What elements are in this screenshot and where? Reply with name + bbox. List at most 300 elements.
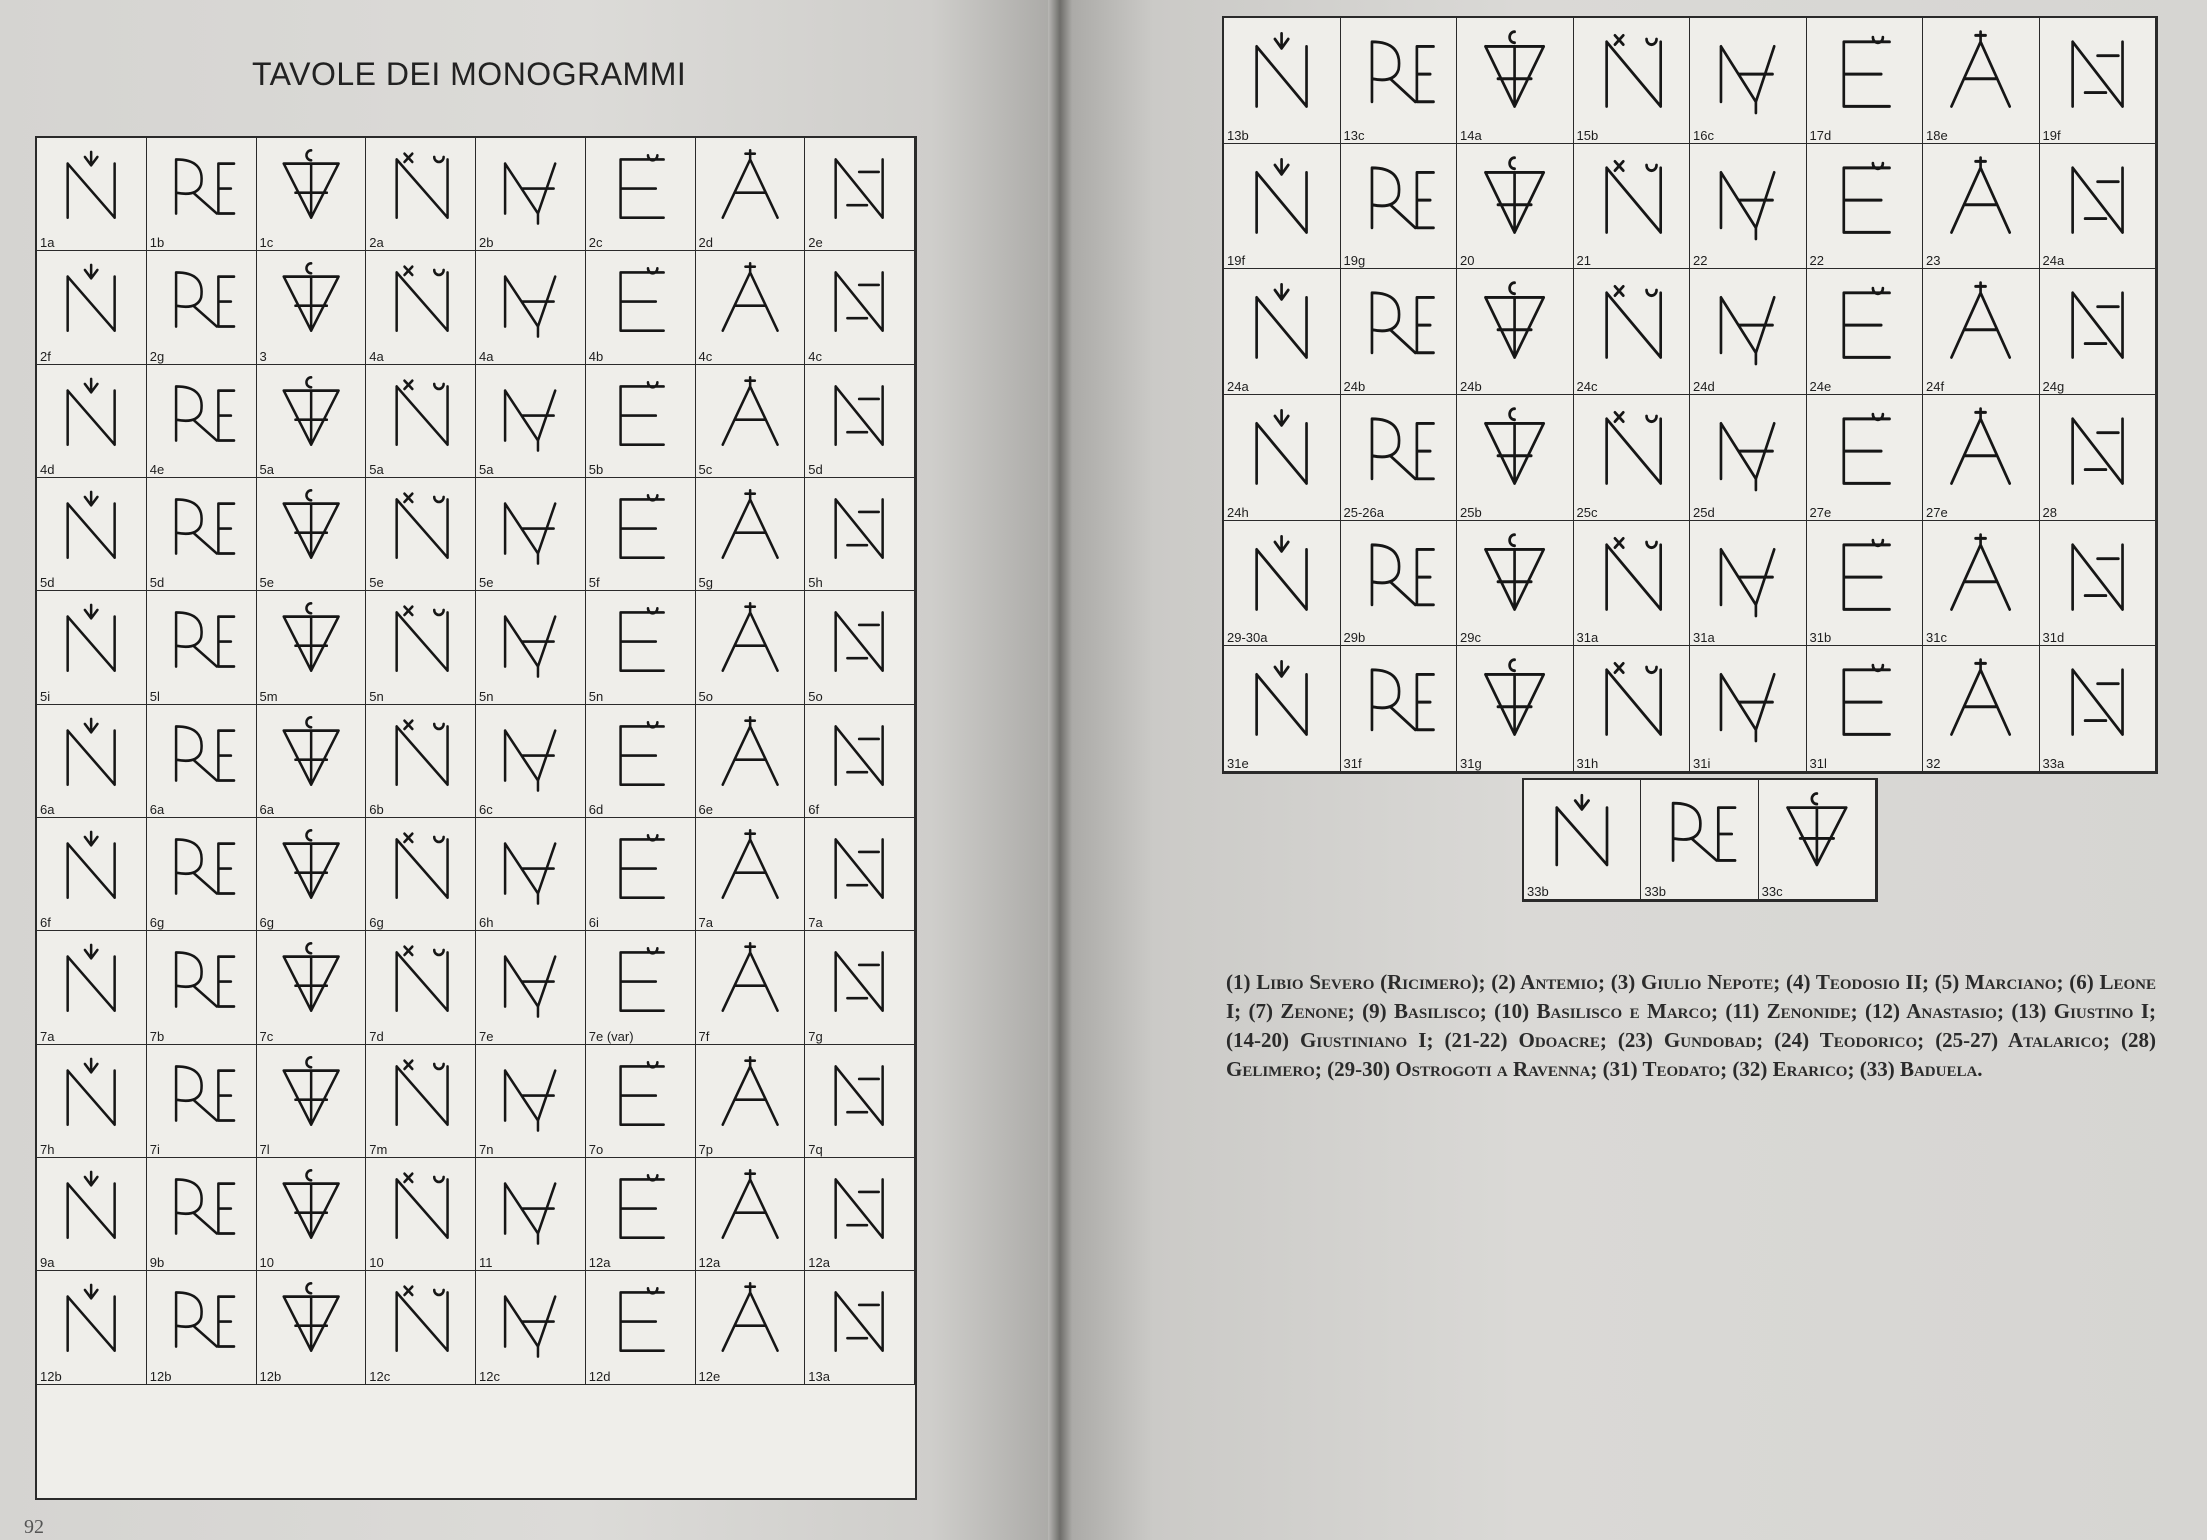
monogram-label: 1c (259, 235, 274, 251)
monogram-cell (257, 931, 367, 1044)
monogram-cell (805, 1045, 915, 1158)
monogram-cell (147, 478, 257, 591)
monogram-cell (586, 1158, 696, 1271)
monogram-cell (37, 1158, 147, 1271)
monogram-label: 7m (369, 1142, 388, 1157)
monogram-cell (1807, 395, 1924, 521)
monogram-glyph (1357, 154, 1440, 246)
monogram-cell (696, 478, 806, 591)
monogram-cell (1341, 395, 1458, 521)
monogram-glyph (1823, 279, 1906, 371)
monogram-cell (147, 931, 257, 1044)
monogram-cell (1574, 269, 1691, 395)
monogram-glyph (1706, 656, 1789, 748)
monogram-cell (696, 1045, 806, 1158)
monogram-label: 2d (698, 235, 713, 251)
monogram-glyph (1357, 28, 1440, 120)
monogram-cell (366, 705, 476, 818)
monogram-cell (586, 365, 696, 478)
monogram-label: 2b (479, 235, 494, 251)
monogram-label: 5n (369, 688, 384, 704)
monogram-label: 5e (259, 575, 274, 591)
monogram-label: 31l (1809, 755, 1827, 771)
monogram-glyph (381, 1167, 459, 1250)
monogram-cell (366, 818, 476, 931)
monogram-cell (37, 1045, 147, 1158)
monogram-glyph (1473, 656, 1556, 748)
monogram-glyph (162, 147, 240, 230)
monogram-label: 25d (1693, 504, 1715, 520)
monogram-label: 6c (479, 802, 493, 817)
monogram-label: 6b (369, 802, 384, 817)
monogram-cell (586, 591, 696, 704)
monogram-label: 6a (259, 802, 274, 817)
monogram-cell (586, 251, 696, 364)
monogram-cell (696, 1158, 806, 1271)
monogram-cell (1923, 395, 2040, 521)
monogram-cell (1690, 395, 1807, 521)
monogram-label: 5i (40, 688, 51, 704)
monogram-glyph (162, 374, 240, 457)
monogram-label: 2g (149, 348, 165, 364)
monogram-label: 5d (808, 462, 823, 477)
monogram-glyph (491, 827, 569, 910)
monogram-glyph (272, 714, 350, 797)
monogram-glyph (1939, 154, 2022, 246)
monogram-cell (37, 138, 147, 251)
monogram-glyph (601, 487, 679, 570)
monogram-glyph (601, 1280, 679, 1363)
monogram-cell (1524, 780, 1641, 900)
monogram-cell (1807, 646, 1924, 772)
monogram-cell (805, 818, 915, 931)
monogram-label: 6f (40, 915, 51, 931)
monogram-glyph (162, 1054, 240, 1137)
monogram-glyph (1240, 154, 1323, 246)
monogram-glyph (711, 1054, 789, 1137)
monogram-label: 24d (1693, 378, 1715, 394)
monogram-glyph (601, 260, 679, 343)
monogram-cell (696, 705, 806, 818)
monogram-label: 9a (40, 1255, 55, 1271)
monogram-glyph (272, 374, 350, 457)
monogram-glyph (2056, 279, 2139, 371)
monogram-cell (1457, 269, 1574, 395)
monogram-label: 31h (1576, 755, 1599, 771)
monogram-glyph (2056, 405, 2139, 497)
monogram-glyph (820, 940, 898, 1023)
monogram-cell (1574, 18, 1691, 144)
monogram-glyph (162, 827, 240, 910)
monogram-cell (1224, 646, 1341, 772)
monogram-glyph (1240, 28, 1323, 120)
monogram-label: 13c (1343, 127, 1365, 143)
monogram-label: 5d (149, 575, 165, 591)
monogram-label: 22 (1809, 253, 1824, 269)
monogram-glyph (1706, 154, 1789, 246)
monogram-label: 6g (149, 915, 165, 931)
monogram-glyph (272, 260, 350, 343)
monogram-cell (147, 818, 257, 931)
monogram-label: 4a (369, 348, 384, 364)
monogram-glyph (52, 940, 130, 1023)
monogram-label: 24a (2042, 253, 2065, 269)
monogram-cell (696, 818, 806, 931)
monogram-glyph (162, 600, 240, 683)
monogram-label: 25-26a (1343, 504, 1384, 520)
monogram-cell (366, 138, 476, 251)
monogram-label: 11 (479, 1255, 493, 1271)
monogram-glyph (1473, 405, 1556, 497)
monogram-cell (257, 705, 367, 818)
monogram-cell (1574, 144, 1691, 270)
page-title: TAVOLE DEI MONOGRAMMI (252, 56, 687, 92)
monogram-label: 5h (808, 575, 823, 591)
monogram-label: 7g (808, 1028, 823, 1044)
monogram-glyph (52, 1280, 130, 1363)
monogram-label: 24b (1343, 378, 1366, 394)
monogram-cell (147, 365, 257, 478)
monogram-cell (1224, 144, 1341, 270)
monogram-cell (476, 591, 586, 704)
monogram-label: 12c (369, 1368, 391, 1384)
monogram-cell (476, 365, 586, 478)
monogram-cell (37, 818, 147, 931)
monogram-cell (1224, 269, 1341, 395)
monogram-cell (1759, 780, 1876, 900)
monogram-cell (696, 931, 806, 1044)
monogram-label: 5c (698, 462, 713, 477)
monogram-cell (1224, 395, 1341, 521)
monogram-glyph (820, 1054, 898, 1137)
monogram-cell (366, 1271, 476, 1384)
monogram-label: 7d (369, 1028, 384, 1044)
monogram-label: 28 (2042, 504, 2057, 520)
monogram-cell (2040, 269, 2157, 395)
monogram-label: 5a (259, 462, 274, 477)
monogram-label: 4b (588, 348, 604, 364)
monogram-label: 4d (40, 462, 55, 477)
book-gutter (1048, 0, 1072, 1540)
monogram-glyph (601, 1054, 679, 1137)
monogram-label: 29c (1460, 630, 1481, 646)
monogram-label: 24e (1809, 378, 1832, 394)
monogram-label: 19f (1227, 253, 1246, 269)
monogram-label: 12b (259, 1368, 282, 1384)
monogram-glyph (601, 1167, 679, 1250)
monogram-cell (476, 931, 586, 1044)
monogram-cell (1341, 646, 1458, 772)
monogram-glyph (1590, 279, 1673, 371)
monogram-label: 33c (1761, 884, 1783, 899)
monogram-label: 4e (149, 462, 165, 477)
monogram-cell (1923, 646, 2040, 772)
monogram-glyph (2056, 28, 2139, 120)
monogram-cell (147, 1271, 257, 1384)
monogram-label: 5e (369, 575, 384, 591)
monogram-glyph (272, 827, 350, 910)
monogram-glyph (820, 1280, 898, 1363)
monogram-label: 25b (1460, 504, 1482, 520)
monogram-glyph (1473, 531, 1556, 623)
monogram-glyph (52, 1167, 130, 1250)
monogram-glyph (1939, 28, 2022, 120)
monogram-glyph (272, 600, 350, 683)
monogram-label: 31i (1693, 755, 1711, 771)
monogram-glyph (1590, 531, 1673, 623)
monogram-glyph (711, 827, 789, 910)
monogram-cell (805, 138, 915, 251)
monogram-label: 31f (1343, 755, 1362, 771)
monogram-cell (1807, 269, 1924, 395)
monogram-cell (476, 818, 586, 931)
monogram-cell (805, 1158, 915, 1271)
monogram-label: 5g (698, 575, 713, 591)
monogram-label: 7p (698, 1142, 713, 1157)
monogram-label: 7o (588, 1142, 604, 1157)
monogram-glyph (1706, 405, 1789, 497)
monogram-glyph (1473, 28, 1556, 120)
monogram-cell (2040, 144, 2157, 270)
monogram-cell (476, 1158, 586, 1271)
monogram-cell (1457, 18, 1574, 144)
monogram-glyph (272, 487, 350, 570)
monogram-cell (586, 1045, 696, 1158)
monogram-label: 24h (1227, 504, 1249, 520)
monogram-label: 24b (1460, 378, 1482, 394)
monogram-glyph (820, 714, 898, 797)
monogram-glyph (711, 600, 789, 683)
monogram-glyph (2056, 656, 2139, 748)
monogram-glyph (1357, 531, 1440, 623)
monogram-glyph (272, 1167, 350, 1250)
monogram-label: 7a (808, 915, 823, 931)
monogram-glyph (272, 940, 350, 1023)
monogram-glyph (52, 714, 130, 797)
monogram-glyph (1590, 154, 1673, 246)
monogram-label: 12d (588, 1368, 611, 1384)
monogram-label: 7b (149, 1028, 165, 1044)
monogram-label: 5a (479, 462, 494, 477)
monogram-glyph (1706, 531, 1789, 623)
monogram-cell (1690, 18, 1807, 144)
monogram-label: 24g (2042, 378, 2065, 394)
monogram-cell (147, 1045, 257, 1158)
monogram-cell (366, 251, 476, 364)
monogram-label: 17d (1809, 127, 1832, 143)
monogram-glyph (381, 147, 459, 230)
monogram-cell (476, 705, 586, 818)
monogram-label: 31g (1460, 755, 1482, 771)
monogram-label: 20 (1460, 253, 1475, 269)
monogram-label: 12c (479, 1368, 500, 1384)
monogram-cell (1807, 144, 1924, 270)
monogram-label: 29-30a (1227, 630, 1268, 646)
monogram-label: 5a (369, 462, 384, 477)
monogram-label: 12a (588, 1255, 611, 1271)
monogram-glyph (491, 1054, 569, 1137)
monogram-label: 5n (588, 688, 604, 704)
monogram-cell (805, 365, 915, 478)
monogram-table-extra-row (1522, 778, 1878, 902)
monogram-cell (366, 1158, 476, 1271)
monogram-cell (257, 478, 367, 591)
monogram-glyph (381, 714, 459, 797)
monogram-glyph (162, 1280, 240, 1363)
monogram-label: 10 (259, 1255, 274, 1271)
monogram-glyph (162, 487, 240, 570)
monogram-label: 5o (808, 688, 823, 704)
monogram-label: 29b (1343, 630, 1366, 646)
monogram-glyph (820, 374, 898, 457)
monogram-cell (2040, 646, 2157, 772)
monogram-cell (1923, 269, 2040, 395)
monogram-cell (1807, 521, 1924, 647)
monogram-glyph (491, 940, 569, 1023)
monogram-label: 19g (1343, 253, 1366, 269)
monogram-label: 7l (259, 1142, 270, 1157)
monogram-table-left (35, 136, 917, 1500)
monogram-glyph (381, 600, 459, 683)
monogram-glyph (1658, 790, 1742, 878)
monogram-glyph (1939, 531, 2022, 623)
monogram-label: 7h (40, 1142, 55, 1157)
monogram-label: 7i (149, 1142, 160, 1157)
monogram-label: 2c (588, 235, 603, 251)
monogram-glyph (381, 940, 459, 1023)
monogram-label: 2a (369, 235, 384, 251)
monogram-cell (147, 591, 257, 704)
monogram-label: 5b (588, 462, 604, 477)
monogram-glyph (820, 1167, 898, 1250)
monogram-label: 31a (1693, 630, 1715, 646)
monogram-cell (1641, 780, 1758, 900)
monogram-label: 4c (808, 348, 822, 364)
monogram-label: 6a (149, 802, 165, 817)
monogram-cell (147, 705, 257, 818)
monogram-cell (476, 138, 586, 251)
monogram-label: 14a (1460, 127, 1482, 143)
monogram-label: 12a (698, 1255, 721, 1271)
monogram-glyph (272, 1054, 350, 1137)
monogram-glyph (1240, 531, 1323, 623)
monogram-glyph (1473, 154, 1556, 246)
monogram-cell (1574, 521, 1691, 647)
monogram-label: 6g (259, 915, 274, 931)
monogram-glyph (1357, 405, 1440, 497)
monogram-label: 32 (1926, 755, 1941, 771)
page-number: 92 (24, 1516, 44, 1538)
monogram-glyph (1240, 405, 1323, 497)
monogram-cell (2040, 521, 2157, 647)
monogram-cell (696, 138, 806, 251)
monogram-label: 6g (369, 915, 384, 931)
monogram-glyph (711, 1167, 789, 1250)
monogram-label: 5d (40, 575, 55, 591)
monogram-glyph (381, 827, 459, 910)
monogram-label: 33a (2042, 755, 2065, 771)
monogram-glyph (1823, 656, 1906, 748)
monogram-cell (1457, 395, 1574, 521)
monogram-cell (696, 251, 806, 364)
monogram-label: 1a (40, 235, 55, 251)
monogram-glyph (52, 1054, 130, 1137)
monogram-label: 31c (1926, 630, 1947, 646)
monogram-glyph (711, 374, 789, 457)
monogram-cell (805, 251, 915, 364)
monogram-cell (1224, 521, 1341, 647)
monogram-table-right (1222, 16, 2158, 774)
monogram-label: 5l (149, 688, 160, 704)
monogram-label: 3 (259, 348, 267, 364)
monogram-label: 13a (808, 1368, 830, 1384)
monogram-glyph (601, 147, 679, 230)
monogram-glyph (162, 1167, 240, 1250)
monogram-glyph (1823, 531, 1906, 623)
monogram-label: 12e (698, 1368, 721, 1384)
monogram-glyph (1823, 405, 1906, 497)
monogram-label: 10 (369, 1255, 384, 1271)
monogram-glyph (381, 374, 459, 457)
monogram-cell (147, 1158, 257, 1271)
monogram-label: 7c (259, 1028, 274, 1044)
monogram-glyph (381, 1280, 459, 1363)
monogram-label: 16c (1693, 127, 1714, 143)
monogram-cell (37, 705, 147, 818)
monogram-label: 5e (479, 575, 494, 591)
monogram-glyph (820, 827, 898, 910)
monogram-label: 7e (var) (588, 1028, 634, 1044)
monogram-glyph (711, 147, 789, 230)
monogram-glyph (52, 487, 130, 570)
monogram-label: 18e (1926, 127, 1948, 143)
monogram-label: 27e (1926, 504, 1948, 520)
monogram-cell (257, 1271, 367, 1384)
monogram-cell (586, 1271, 696, 1384)
monogram-cell (366, 365, 476, 478)
monogram-glyph (1939, 279, 2022, 371)
monogram-cell (366, 931, 476, 1044)
monogram-cell (586, 478, 696, 591)
monogram-label: 12b (40, 1368, 62, 1384)
monogram-label: 25c (1576, 504, 1598, 520)
monogram-cell (1923, 18, 2040, 144)
monogram-label: 27e (1809, 504, 1832, 520)
monogram-label: 4c (698, 348, 713, 364)
monogram-label: 7f (698, 1028, 710, 1044)
monogram-label: 21 (1576, 253, 1591, 269)
monogram-cell (1923, 144, 2040, 270)
monogram-label: 7q (808, 1142, 823, 1157)
monogram-cell (1690, 646, 1807, 772)
monogram-glyph (1357, 279, 1440, 371)
monogram-label: 5f (588, 575, 600, 591)
monogram-label: 12a (808, 1255, 830, 1271)
monogram-label: 13b (1227, 127, 1249, 143)
monogram-glyph (381, 487, 459, 570)
monogram-cell (1574, 646, 1691, 772)
monogram-glyph (52, 827, 130, 910)
monogram-cell (257, 591, 367, 704)
monogram-cell (37, 591, 147, 704)
monogram-cell (1341, 521, 1458, 647)
monogram-glyph (491, 374, 569, 457)
monogram-label: 22 (1693, 253, 1708, 269)
monogram-glyph (1240, 279, 1323, 371)
monogram-glyph (1590, 28, 1673, 120)
monogram-cell (1923, 521, 2040, 647)
monogram-cell (366, 591, 476, 704)
